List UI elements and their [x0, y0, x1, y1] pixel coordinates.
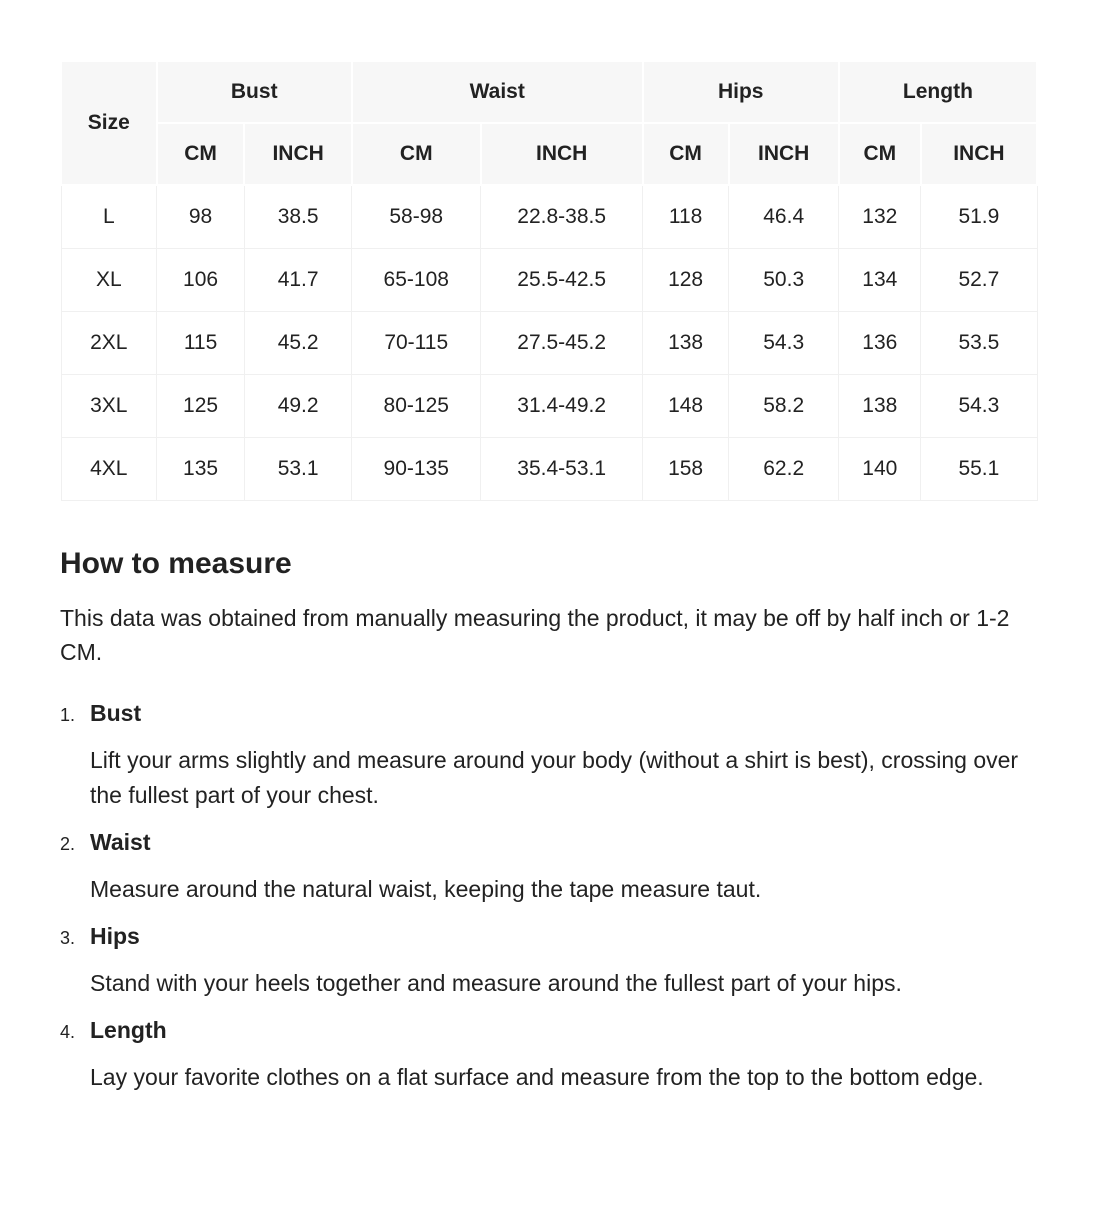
step-description: Measure around the natural waist, keeping the tape measure taut. — [90, 875, 762, 902]
step-number: 1. — [60, 704, 76, 725]
step-description: Lay your favorite clothes on a flat surface and measure from the top to the bottom edge. — [90, 1063, 984, 1090]
measure-step-length — [60, 1016, 1038, 1095]
step-number: 2. — [60, 833, 76, 854]
header-hips-inch: INCH — [729, 123, 839, 185]
step-head — [60, 699, 1038, 729]
cell-length-cm: 136 — [839, 311, 921, 374]
cell-size: L — [61, 185, 157, 248]
cell-hips-inch: 50.3 — [729, 248, 839, 311]
cell-bust-cm: 125 — [157, 374, 245, 437]
size-chart-header — [61, 61, 1037, 185]
cell-bust-cm: 106 — [157, 248, 245, 311]
cell-size: 2XL — [61, 311, 157, 374]
cell-length-cm: 134 — [839, 248, 921, 311]
header-bust-cm: CM — [157, 123, 245, 185]
how-to-measure-title: How to measure — [60, 546, 292, 580]
cell-hips-inch: 46.4 — [729, 185, 839, 248]
measure-intro-paragraph: This data was obtained from manually measuring the product, it may be off by half inch or 1-2 CM. — [60, 604, 1010, 665]
header-length-cm: CM — [839, 123, 921, 185]
size-chart-table — [60, 60, 1038, 501]
step-head — [60, 922, 1038, 952]
header-bust-inch: INCH — [244, 123, 351, 185]
cell-length-inch: 51.9 — [921, 185, 1037, 248]
cell-bust-inch: 49.2 — [244, 374, 351, 437]
step-title: Bust — [90, 699, 142, 726]
header-hips: Hips — [643, 61, 839, 123]
cell-waist-inch: 35.4-53.1 — [481, 437, 643, 500]
cell-length-inch: 52.7 — [921, 248, 1037, 311]
header-size: Size — [61, 61, 157, 185]
step-head — [60, 828, 1038, 858]
table-row-l — [61, 185, 1037, 248]
cell-waist-cm: 65-108 — [352, 248, 481, 311]
header-waist-cm: CM — [352, 123, 481, 185]
header-bust: Bust — [157, 61, 352, 123]
cell-bust-inch: 38.5 — [244, 185, 351, 248]
measure-step-waist — [60, 828, 1038, 907]
step-title: Waist — [90, 828, 151, 855]
cell-waist-cm: 90-135 — [352, 437, 481, 500]
cell-length-inch: 55.1 — [921, 437, 1037, 500]
header-waist-inch: INCH — [481, 123, 643, 185]
cell-length-cm: 140 — [839, 437, 921, 500]
cell-waist-cm: 58-98 — [352, 185, 481, 248]
cell-length-cm: 138 — [839, 374, 921, 437]
step-description: Lift your arms slightly and measure around your body (without a shirt is best), crossing over the fullest part of your chest. — [90, 746, 1019, 808]
cell-bust-inch: 45.2 — [244, 311, 351, 374]
step-head — [60, 1016, 1038, 1046]
cell-hips-cm: 118 — [643, 185, 729, 248]
cell-size: 4XL — [61, 437, 157, 500]
cell-hips-cm: 128 — [643, 248, 729, 311]
cell-bust-cm: 115 — [157, 311, 245, 374]
cell-length-inch: 53.5 — [921, 311, 1037, 374]
table-row-3xl — [61, 374, 1037, 437]
cell-waist-inch: 22.8-38.5 — [481, 185, 643, 248]
cell-bust-cm: 135 — [157, 437, 245, 500]
measure-step-bust — [60, 699, 1038, 813]
measure-steps-list — [60, 699, 1038, 1095]
step-title: Length — [90, 1016, 167, 1043]
cell-waist-cm: 70-115 — [352, 311, 481, 374]
cell-bust-cm: 98 — [157, 185, 245, 248]
cell-bust-inch: 41.7 — [244, 248, 351, 311]
cell-hips-cm: 148 — [643, 374, 729, 437]
table-row-xl — [61, 248, 1037, 311]
step-title: Hips — [90, 922, 140, 949]
cell-waist-cm: 80-125 — [352, 374, 481, 437]
cell-hips-inch: 54.3 — [729, 311, 839, 374]
header-hips-cm: CM — [643, 123, 729, 185]
step-description: Stand with your heels together and measure around the fullest part of your hips. — [90, 969, 902, 996]
header-length: Length — [839, 61, 1037, 123]
header-length-inch: INCH — [921, 123, 1037, 185]
size-chart-body — [61, 185, 1037, 500]
step-number: 4. — [60, 1021, 76, 1042]
cell-hips-inch: 62.2 — [729, 437, 839, 500]
measure-step-hips — [60, 922, 1038, 1001]
table-row-4xl — [61, 437, 1037, 500]
step-number: 3. — [60, 927, 76, 948]
header-unit-row — [61, 123, 1037, 185]
cell-size: XL — [61, 248, 157, 311]
cell-hips-cm: 158 — [643, 437, 729, 500]
header-waist: Waist — [352, 61, 643, 123]
cell-length-inch: 54.3 — [921, 374, 1037, 437]
cell-hips-cm: 138 — [643, 311, 729, 374]
cell-size: 3XL — [61, 374, 157, 437]
cell-length-cm: 132 — [839, 185, 921, 248]
cell-waist-inch: 31.4-49.2 — [481, 374, 643, 437]
cell-hips-inch: 58.2 — [729, 374, 839, 437]
cell-waist-inch: 27.5-45.2 — [481, 311, 643, 374]
table-row-2xl — [61, 311, 1037, 374]
cell-bust-inch: 53.1 — [244, 437, 351, 500]
cell-waist-inch: 25.5-42.5 — [481, 248, 643, 311]
header-group-row — [61, 61, 1037, 123]
